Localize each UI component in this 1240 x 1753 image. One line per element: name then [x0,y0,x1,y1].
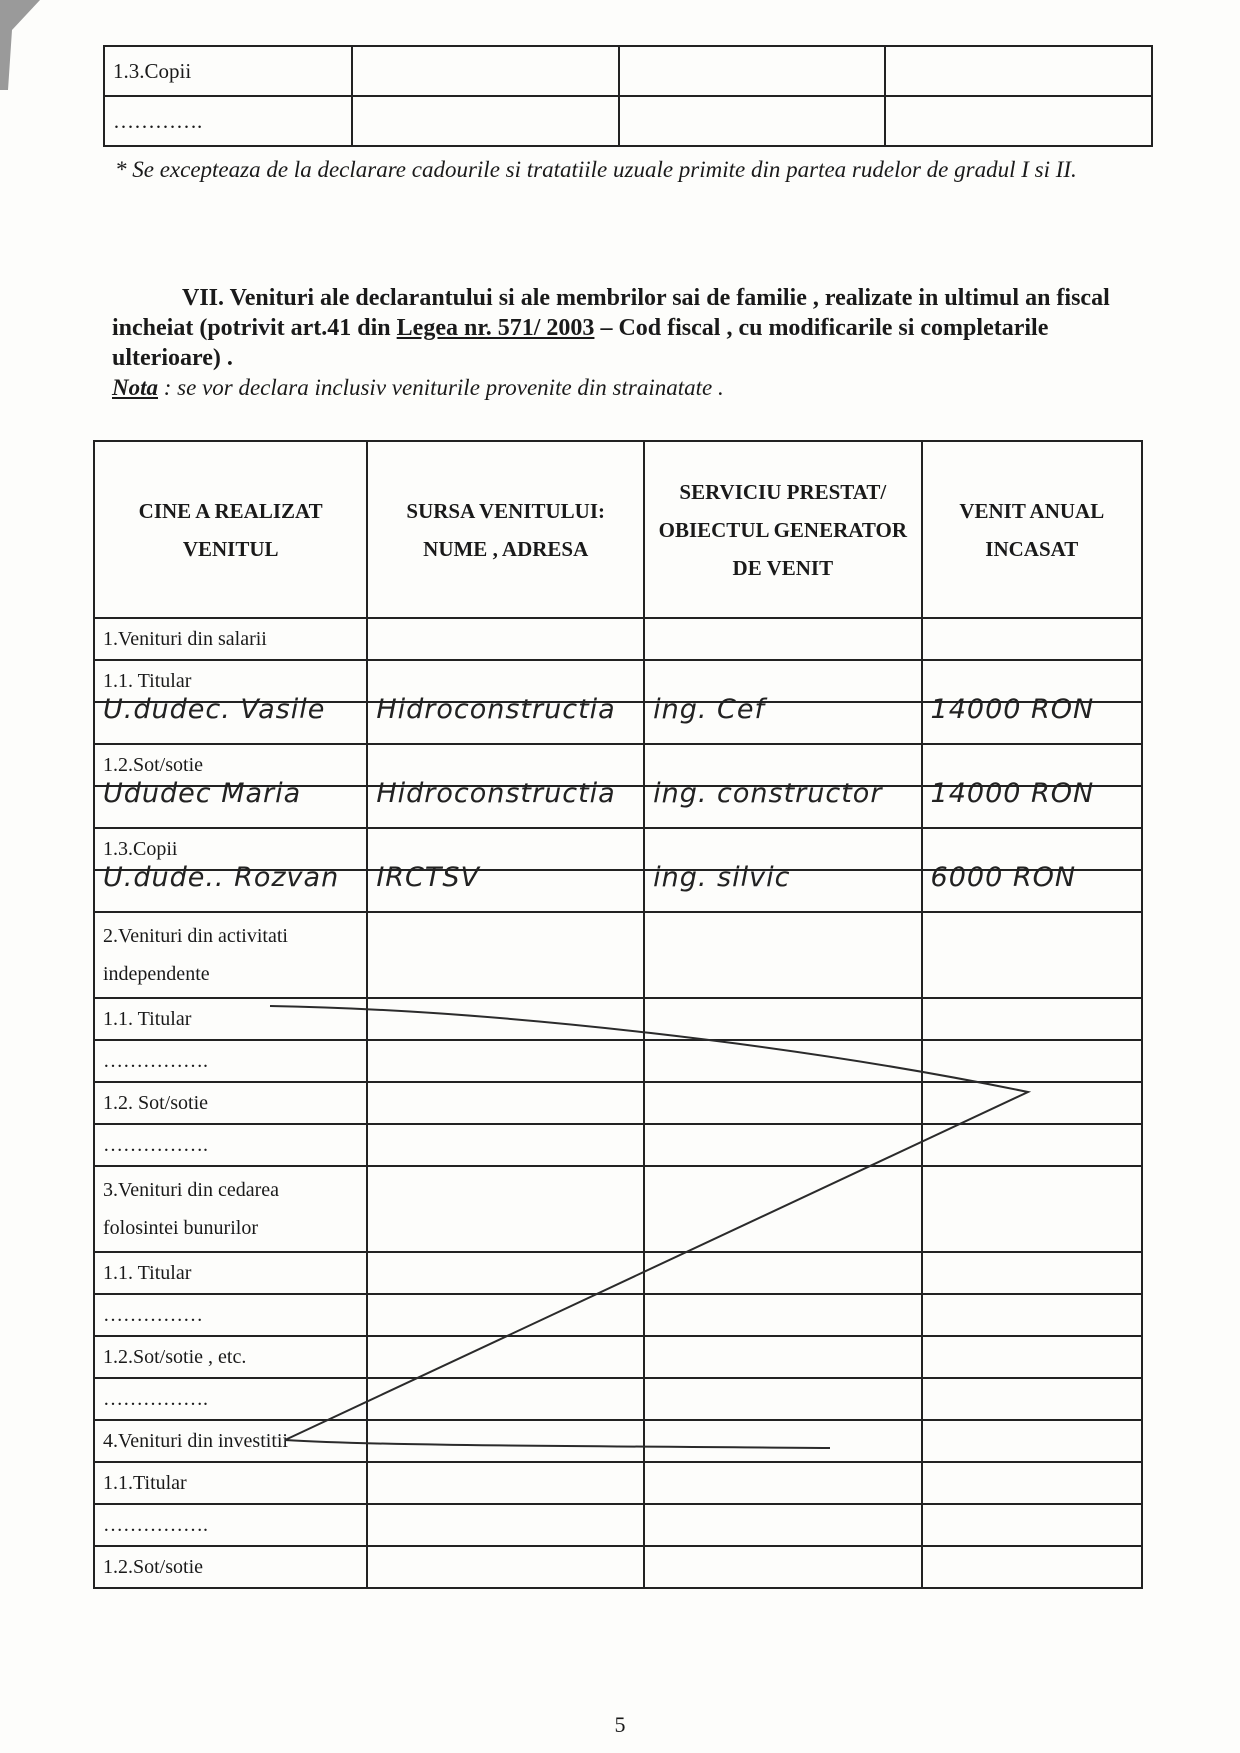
table-cell [922,998,1142,1040]
table-row [104,96,1152,146]
table-cell [922,1462,1142,1504]
table-cell [644,1336,921,1378]
handwritten-text: U.dude.. Rozvan [103,861,340,893]
table-cell [922,1504,1142,1546]
section-heading [112,283,1132,373]
table-row [94,1462,1142,1504]
table-cell [367,1420,644,1462]
table-cell [644,1378,921,1420]
table-row [94,1504,1142,1546]
table-header-row [94,441,1142,618]
table-cell [644,1124,921,1166]
row-label: ……………. [94,1124,367,1166]
row-label: 1.1. Titular [94,1252,367,1294]
row-label: ……………. [94,1378,367,1420]
table-cell [922,912,1142,998]
table-cell [885,46,1152,96]
handwritten-cell [922,777,1142,828]
handwritten-text: Ududec Maria [103,777,302,809]
handwritten-text: 6000 RON [930,861,1077,893]
handwritten-cell [644,861,921,912]
table-cell [644,1040,921,1082]
table-row [94,1040,1142,1082]
table-cell [367,1040,644,1082]
handwritten-cell [644,693,921,744]
table-cell [922,1378,1142,1420]
handwritten-text: ing. Cef [653,693,765,725]
row-label: 1.2.Sot/sotie [94,744,367,786]
row-label: 1.1.Titular [94,1462,367,1504]
table-row [94,1420,1142,1462]
handwritten-text: U.dudec. Vasile [103,693,326,725]
table-cell [367,1252,644,1294]
table-cell [922,1336,1142,1378]
header-venit-anual: VENIT ANUAL INCASAT [922,441,1142,618]
note [112,375,724,401]
handwritten-cell [367,861,644,912]
table-cell: 1.3.Copii [104,46,352,96]
table-row [94,1082,1142,1124]
handwritten-entry-row [94,870,1142,912]
table-cell [922,1166,1142,1252]
table-cell [922,1082,1142,1124]
handwritten-cell [94,777,367,828]
handwritten-text: ing. constructor [653,777,883,809]
handwritten-cell [644,777,921,828]
handwritten-entry-row [94,786,1142,828]
row-label: 3.Venituri din cedarea folosintei bunurilor [94,1166,367,1252]
table-row [94,1546,1142,1588]
table-cell [644,1294,921,1336]
table-cell [619,96,886,146]
table-cell [367,1166,644,1252]
table-row [94,618,1142,660]
table-row [94,1294,1142,1336]
header-sursa-venitului: SURSA VENITULUI: NUME , ADRESA [367,441,644,618]
table-cell [352,96,619,146]
row-label: 2.Venituri din activitati independente [94,912,367,998]
previous-table-tail [103,45,1153,147]
table-row [94,1336,1142,1378]
table-cell [922,1546,1142,1588]
row-label: …………… [94,1294,367,1336]
row-label: 1.1. Titular [94,998,367,1040]
table-cell [644,1082,921,1124]
table-cell [367,1504,644,1546]
table-cell [644,1546,921,1588]
table-row [94,1124,1142,1166]
section-heading-end: – Cod fiscal , cu modificarile si completarile ulterioare) . [112,315,1049,371]
table-cell [367,618,644,660]
table-cell [644,618,921,660]
table-cell [922,1040,1142,1082]
income-table [93,440,1143,1589]
handwritten-text: 14000 RON [930,777,1095,809]
table-row [94,912,1142,998]
handwritten-cell [922,861,1142,912]
table-cell [922,1252,1142,1294]
note-text: : se vor declara inclusiv veniturile provenite din strainatate . [158,375,724,400]
table-cell [922,1124,1142,1166]
table-cell [367,1336,644,1378]
table-row [94,1166,1142,1252]
table-cell [922,1294,1142,1336]
table-cell [367,1082,644,1124]
handwritten-cell [367,777,644,828]
handwritten-cell [94,861,367,912]
table-cell [644,1252,921,1294]
row-label: 4.Venituri din investitii [94,1420,367,1462]
table-cell [367,1378,644,1420]
table-cell [367,1546,644,1588]
row-label: ……………. [94,1504,367,1546]
note-label: Nota [112,375,158,400]
table-cell [367,1462,644,1504]
handwritten-cell [94,693,367,744]
table-row [94,1378,1142,1420]
table-row [94,1252,1142,1294]
row-label: 1.3.Copii [94,828,367,870]
handwritten-cell [367,693,644,744]
handwritten-text: Hidroconstructia [376,693,616,725]
table-cell [922,618,1142,660]
page-corner-shadow [0,0,40,90]
table-cell [644,912,921,998]
table-cell: …………. [104,96,352,146]
section-heading-start: VII. Venituri ale declarantului si ale membrilor sai de familie , realizate in ultimul an fiscal incheiat (potrivit art.41 din [112,285,1110,341]
law-reference: Legea nr. 571/ 2003 [396,315,595,341]
header-cine-a-realizat: CINE A REALIZAT VENITUL [94,441,367,618]
handwritten-text: IRCTSV [376,861,481,893]
handwritten-cell [922,693,1142,744]
row-label: 1.Venituri din salarii [94,618,367,660]
row-label: 1.1. Titular [94,660,367,702]
table-cell [352,46,619,96]
table-cell [644,1504,921,1546]
row-label: ……………. [94,1040,367,1082]
row-label: 1.2.Sot/sotie , etc. [94,1336,367,1378]
handwritten-text: 14000 RON [930,693,1095,725]
handwritten-text: Hidroconstructia [376,777,616,809]
table-cell [885,96,1152,146]
page-number: 5 [614,1712,626,1737]
table-cell [619,46,886,96]
row-label: 1.2.Sot/sotie [94,1546,367,1588]
table-cell [367,912,644,998]
table-cell [644,1166,921,1252]
table-row [104,46,1152,96]
table-cell [922,1420,1142,1462]
table-cell [367,1124,644,1166]
handwritten-text: ing. silvic [653,861,791,893]
table-cell [644,1420,921,1462]
handwritten-entry-row [94,702,1142,744]
footnote: * Se excepteaza de la declarare cadourile si tratatiile uzuale primite din partea rudelor de gradul I si II. [115,157,1077,182]
table-row [94,998,1142,1040]
table-cell [367,998,644,1040]
table-cell [644,998,921,1040]
header-serviciu-prestat: SERVICIU PRESTAT/ OBIECTUL GENERATOR DE VENIT [644,441,921,618]
table-cell [644,1462,921,1504]
row-label: 1.2. Sot/sotie [94,1082,367,1124]
table-cell [367,1294,644,1336]
